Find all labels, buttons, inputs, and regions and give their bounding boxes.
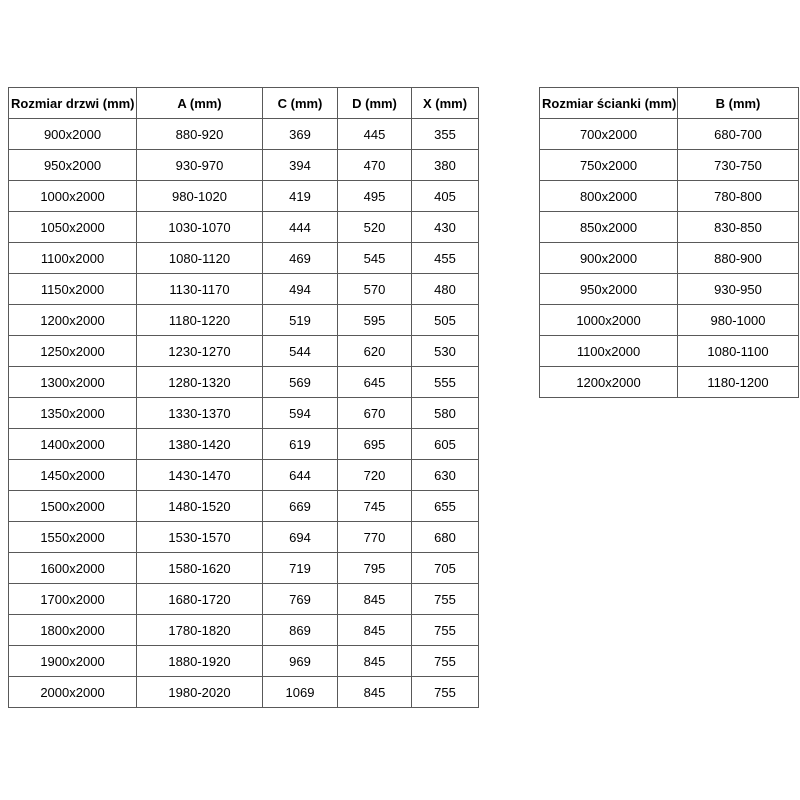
table-cell: 694 [263,522,338,553]
table-cell: 1080-1120 [137,243,263,274]
table-row [9,429,479,460]
table-cell: 1350x2000 [9,398,137,429]
column-header: C (mm) [263,88,338,119]
table-cell: 1130-1170 [137,274,263,305]
table-cell: 769 [263,584,338,615]
table-row [9,150,479,181]
table-cell: 1180-1200 [678,367,799,398]
table-cell: 950x2000 [540,274,678,305]
table-cell: 850x2000 [540,212,678,243]
table-cell: 795 [338,553,412,584]
table-cell: 1000x2000 [9,181,137,212]
wall-sizes-table [539,87,799,398]
table-row [9,367,479,398]
table-cell: 605 [412,429,479,460]
table-row [9,119,479,150]
table-cell: 544 [263,336,338,367]
table-cell: 1600x2000 [9,553,137,584]
table-row [9,398,479,429]
table-cell: 1780-1820 [137,615,263,646]
table-row [540,119,799,150]
table-cell: 2000x2000 [9,677,137,708]
column-header: Rozmiar drzwi (mm) [9,88,137,119]
table-cell: 1200x2000 [540,367,678,398]
table-cell: 1100x2000 [9,243,137,274]
table-cell: 1400x2000 [9,429,137,460]
table-cell: 1550x2000 [9,522,137,553]
table-cell: 705 [412,553,479,584]
header-row [9,88,479,119]
table-cell: 755 [412,677,479,708]
table-cell: 505 [412,305,479,336]
table-cell: 1030-1070 [137,212,263,243]
table-row [9,553,479,584]
table-row [9,677,479,708]
table-cell: 1150x2000 [9,274,137,305]
table-cell: 530 [412,336,479,367]
table-cell: 455 [412,243,479,274]
table-cell: 520 [338,212,412,243]
table-cell: 1250x2000 [9,336,137,367]
table-cell: 1480-1520 [137,491,263,522]
table-cell: 900x2000 [9,119,137,150]
table-cell: 480 [412,274,479,305]
table-cell: 930-950 [678,274,799,305]
table-cell: 830-850 [678,212,799,243]
table-cell: 1530-1570 [137,522,263,553]
table-row [9,646,479,677]
table-cell: 1880-1920 [137,646,263,677]
table-cell: 780-800 [678,181,799,212]
table-cell: 644 [263,460,338,491]
table-cell: 1450x2000 [9,460,137,491]
table-row [540,367,799,398]
table-cell: 1300x2000 [9,367,137,398]
table-cell: 369 [263,119,338,150]
table-cell: 655 [412,491,479,522]
table-row [540,274,799,305]
table-cell: 1069 [263,677,338,708]
table-cell: 680-700 [678,119,799,150]
table-cell: 755 [412,615,479,646]
door-sizes-table [8,87,479,708]
table-cell: 845 [338,646,412,677]
table-cell: 620 [338,336,412,367]
table-cell: 645 [338,367,412,398]
column-header: D (mm) [338,88,412,119]
table-row [9,584,479,615]
table-cell: 430 [412,212,479,243]
table-cell: 1680-1720 [137,584,263,615]
table-cell: 570 [338,274,412,305]
table-cell: 1280-1320 [137,367,263,398]
table-cell: 930-970 [137,150,263,181]
table-row [540,305,799,336]
table-cell: 980-1000 [678,305,799,336]
table-cell: 969 [263,646,338,677]
table-cell: 445 [338,119,412,150]
table-row [540,336,799,367]
table-cell: 580 [412,398,479,429]
table-cell: 719 [263,553,338,584]
table-cell: 845 [338,615,412,646]
column-header: X (mm) [412,88,479,119]
table-row [540,150,799,181]
table-cell: 545 [338,243,412,274]
table-cell: 880-900 [678,243,799,274]
table-cell: 405 [412,181,479,212]
table-cell: 394 [263,150,338,181]
table-cell: 1080-1100 [678,336,799,367]
table-cell: 569 [263,367,338,398]
column-header: A (mm) [137,88,263,119]
table-cell: 1900x2000 [9,646,137,677]
table-cell: 1180-1220 [137,305,263,336]
table-cell: 1050x2000 [9,212,137,243]
column-header: Rozmiar ścianki (mm) [540,88,678,119]
table-cell: 619 [263,429,338,460]
table-cell: 594 [263,398,338,429]
table-cell: 1380-1420 [137,429,263,460]
table-row [9,243,479,274]
table-row [540,181,799,212]
table-row [9,274,479,305]
table-cell: 630 [412,460,479,491]
table-cell: 845 [338,584,412,615]
table-cell: 1430-1470 [137,460,263,491]
table-cell: 1580-1620 [137,553,263,584]
table-cell: 1980-2020 [137,677,263,708]
table-cell: 880-920 [137,119,263,150]
table-cell: 869 [263,615,338,646]
table-cell: 519 [263,305,338,336]
table-cell: 494 [263,274,338,305]
table-cell: 1200x2000 [9,305,137,336]
column-header: B (mm) [678,88,799,119]
table-cell: 770 [338,522,412,553]
table-cell: 670 [338,398,412,429]
table-cell: 700x2000 [540,119,678,150]
table-row [9,181,479,212]
table-row [9,212,479,243]
table-row [540,212,799,243]
table-cell: 495 [338,181,412,212]
table-cell: 470 [338,150,412,181]
table-cell: 980-1020 [137,181,263,212]
table-cell: 1230-1270 [137,336,263,367]
table-cell: 1100x2000 [540,336,678,367]
table-cell: 750x2000 [540,150,678,181]
table-cell: 1000x2000 [540,305,678,336]
table-cell: 469 [263,243,338,274]
table-cell: 755 [412,584,479,615]
table-cell: 669 [263,491,338,522]
table-cell: 555 [412,367,479,398]
table-row [9,615,479,646]
table-cell: 845 [338,677,412,708]
table-row [9,460,479,491]
table-cell: 444 [263,212,338,243]
table-cell: 720 [338,460,412,491]
table-cell: 1330-1370 [137,398,263,429]
table-cell: 950x2000 [9,150,137,181]
table-row [9,305,479,336]
table-row [9,491,479,522]
table-cell: 1800x2000 [9,615,137,646]
table-cell: 800x2000 [540,181,678,212]
table-cell: 419 [263,181,338,212]
header-row [540,88,799,119]
table-row [540,243,799,274]
table-row [9,336,479,367]
table-cell: 680 [412,522,479,553]
table-cell: 595 [338,305,412,336]
table-cell: 1500x2000 [9,491,137,522]
table-cell: 755 [412,646,479,677]
table-cell: 900x2000 [540,243,678,274]
table-cell: 380 [412,150,479,181]
table-cell: 355 [412,119,479,150]
table-cell: 1700x2000 [9,584,137,615]
table-cell: 745 [338,491,412,522]
table-cell: 695 [338,429,412,460]
table-cell: 730-750 [678,150,799,181]
table-row [9,522,479,553]
